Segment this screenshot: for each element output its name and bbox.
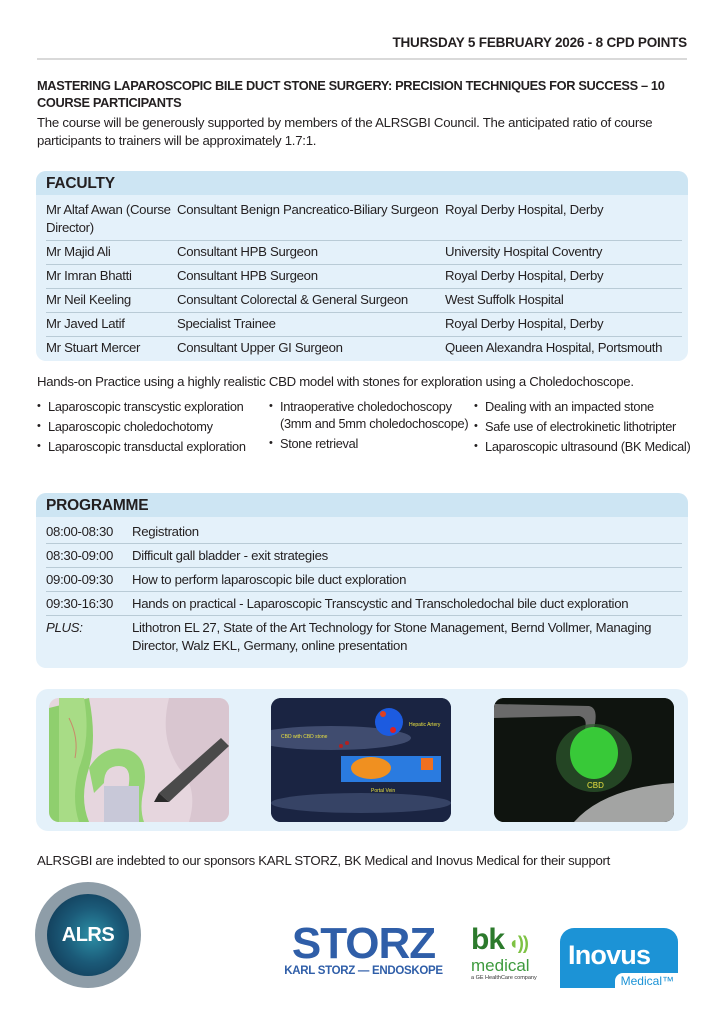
- faculty-row: [46, 241, 682, 265]
- faculty-row: [46, 337, 682, 360]
- faculty-role: Consultant Benign Pancreatico-Biliary Surgeon: [177, 202, 439, 217]
- bk-medical-text: medical: [471, 956, 530, 975]
- bk-ge-text: a GE HealthCare company: [471, 975, 537, 981]
- faculty-role: Specialist Trainee: [177, 316, 276, 331]
- faculty-hospital: Royal Derby Hospital, Derby: [445, 316, 604, 331]
- faculty-hospital: University Hospital Coventry: [445, 244, 603, 259]
- ultrasound-vein-label: Portal Vein: [371, 788, 396, 794]
- programme-item: Lithotron EL 27, State of the Art Technology for Stone Management, Bernd Vollmer, Managing Director, Walz EKL, Germany, online presentation: [132, 620, 652, 653]
- programme-row: [46, 592, 682, 616]
- faculty-name: Mr Stuart Mercer: [46, 340, 141, 355]
- alrs-logo-text: ALRS: [47, 894, 129, 976]
- ultrasound-artery-label: Hepatic Artery: [409, 722, 441, 728]
- inovus-medical-text: Medical™: [615, 973, 678, 988]
- header-divider: [37, 58, 687, 60]
- faculty-row: [46, 313, 682, 337]
- faculty-role: Consultant Upper GI Surgeon: [177, 340, 343, 355]
- signal-icon: ◖)): [504, 933, 528, 953]
- programme-row: [46, 544, 682, 568]
- faculty-name: Mr Majid Ali: [46, 244, 111, 259]
- faculty-name: Mr Imran Bhatti: [46, 268, 132, 283]
- alrs-logo: [35, 882, 141, 988]
- faculty-row: [46, 265, 682, 289]
- programme-row: [46, 520, 682, 544]
- programme-time: 09:00-09:30: [46, 572, 114, 587]
- programme-time: PLUS:: [46, 620, 83, 635]
- storz-wordmark: STORZ: [291, 919, 436, 968]
- bk-medical-logo: [471, 923, 541, 981]
- faculty-role: Consultant Colorectal & General Surgeon: [177, 292, 408, 307]
- storz-subtitle: KARL STORZ — ENDOSKOPE: [284, 965, 443, 977]
- faculty-name: Mr Altaf Awan (Course Director): [46, 202, 171, 235]
- course-intro: The course will be generously supported by members of the ALRSGBI Council. The anticipated ratio of course participants to trainers will be approximately 1.7:1.: [37, 115, 653, 148]
- karl-storz-logo: [276, 919, 451, 978]
- programme-heading: PROGRAMME: [36, 493, 688, 517]
- bullet-item: • Laparoscopic choledochotomy: [37, 418, 269, 435]
- faculty-panel: [36, 171, 688, 361]
- faculty-row: [46, 199, 682, 241]
- programme-item: Hands on practical - Laparoscopic Transcystic and Transcholedochal bile duct exploration: [132, 596, 629, 611]
- faculty-hospital: Royal Derby Hospital, Derby: [445, 202, 604, 217]
- bullet-item: • Intraoperative choledochoscopy (3mm and 5mm choledochoscope): [269, 398, 474, 432]
- programme-item: Registration: [132, 524, 199, 539]
- ultrasound-cbd-label: CBD with CBD stone: [281, 734, 328, 740]
- programme-panel: [36, 493, 688, 668]
- programme-time: 08:30-09:00: [46, 548, 114, 563]
- faculty-name: Mr Javed Latif: [46, 316, 125, 331]
- bullet-column: [474, 398, 697, 458]
- bullet-item: • Laparoscopic transductal exploration: [37, 438, 269, 455]
- programme-item: How to perform laparoscopic bile duct exploration: [132, 572, 407, 587]
- bk-wordmark: bk: [471, 923, 505, 956]
- inovus-wordmark: Inovus: [568, 940, 651, 970]
- faculty-hospital: West Suffolk Hospital: [445, 292, 564, 307]
- bullet-item: • Laparoscopic transcystic exploration: [37, 398, 269, 415]
- bile-duct-model-image: [49, 698, 229, 822]
- course-title: MASTERING LAPAROSCOPIC BILE DUCT STONE SURGERY: PRECISION TECHNIQUES FOR SUCCESS – 10 COURSE PARTICIPANTS: [37, 78, 665, 110]
- bullet-column: [37, 398, 269, 458]
- faculty-hospital: Queen Alexandra Hospital, Portsmouth: [445, 340, 663, 355]
- ultrasound-image: [271, 698, 451, 822]
- fluorescence-image: [494, 698, 674, 822]
- bullet-item: • Laparoscopic ultrasound (BK Medical): [474, 438, 697, 455]
- faculty-row: [46, 289, 682, 313]
- bullet-item: • Stone retrieval: [269, 435, 474, 452]
- faculty-role: Consultant HPB Surgeon: [177, 268, 318, 283]
- images-panel: [36, 689, 688, 831]
- fluorescence-cbd-label: CBD: [587, 781, 604, 790]
- bullet-column: [269, 398, 474, 458]
- programme-time: 09:30-16:30: [46, 596, 114, 611]
- date-cpd-line: THURSDAY 5 FEBRUARY 2026 - 8 CPD POINTS: [392, 35, 687, 50]
- faculty-name: Mr Neil Keeling: [46, 292, 131, 307]
- sponsor-thanks-text: ALRSGBI are indebted to our sponsors KARL STORZ, BK Medical and Inovus Medical for their support: [37, 853, 610, 868]
- faculty-heading: FACULTY: [36, 171, 688, 195]
- programme-row: [46, 568, 682, 592]
- bullet-item: • Dealing with an impacted stone: [474, 398, 697, 415]
- inovus-medical-logo: [560, 928, 684, 988]
- programme-row: [46, 616, 682, 657]
- programme-item: Difficult gall bladder - exit strategies: [132, 548, 328, 563]
- programme-time: 08:00-08:30: [46, 524, 114, 539]
- hands-on-text: Hands-on Practice using a highly realistic CBD model with stones for exploration using a Choledochoscope.: [37, 374, 634, 389]
- faculty-role: Consultant HPB Surgeon: [177, 244, 318, 259]
- bullet-item: • Safe use of electrokinetic lithotripter: [474, 418, 697, 435]
- hands-on-bullets: [37, 398, 697, 458]
- faculty-hospital: Royal Derby Hospital, Derby: [445, 268, 604, 283]
